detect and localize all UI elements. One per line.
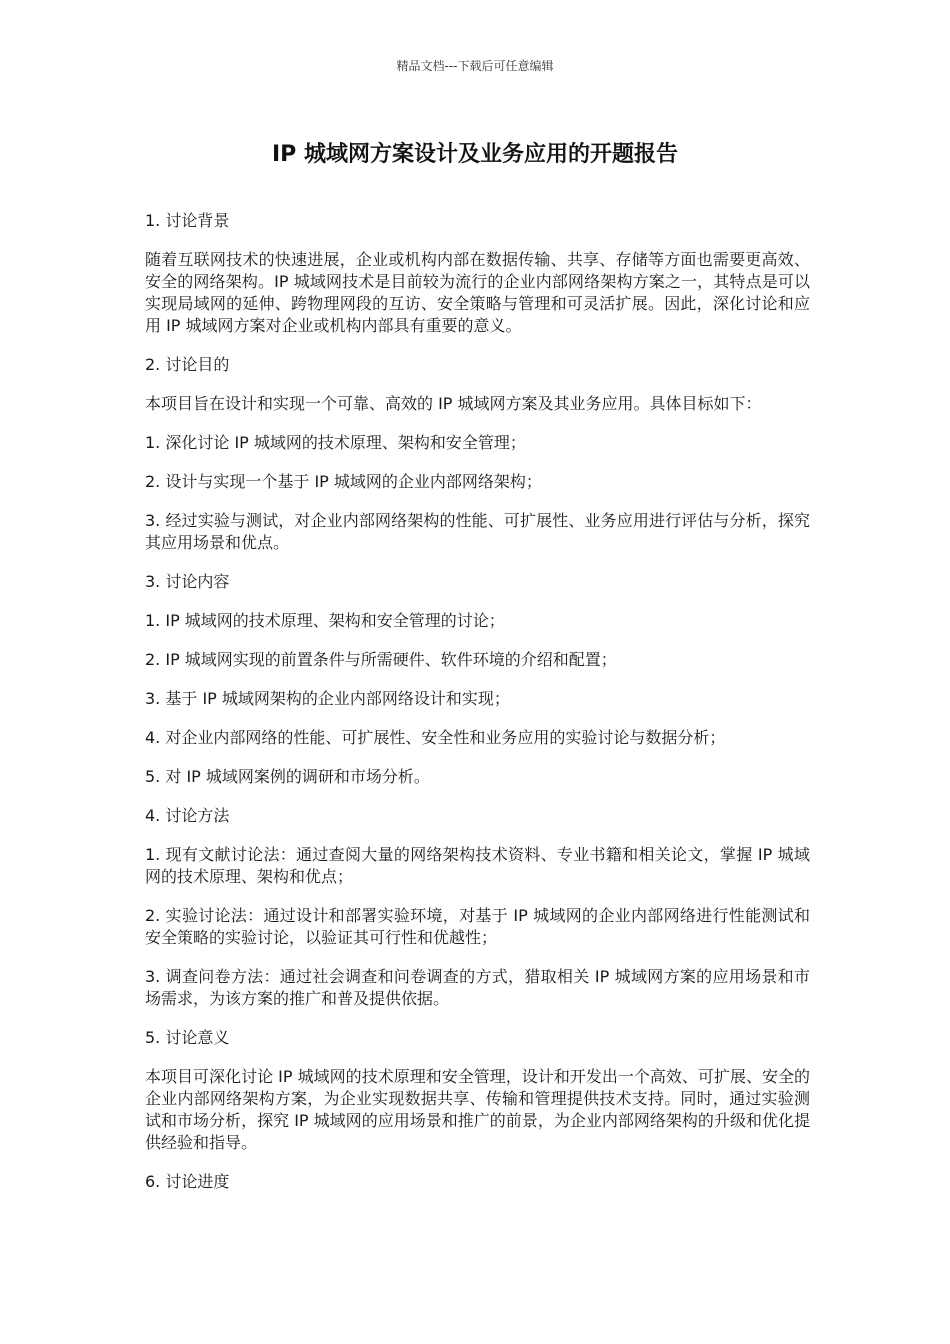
list-item-method-3: 3. 调查问卷方法：通过社会调查和问卷调查的方式，猎取相关 IP 城域网方案的应用场景和市场需求，为该方案的推广和普及提供依据。 [145,967,810,1008]
paragraph-background: 随着互联网技术的快速进展，企业或机构内部在数据传输、共享、存储等方面也需要更高效、安全的网络架构。IP 城域网技术是目前较为流行的企业内部网络架构方案之一，其特点是可以实现局域网的延伸、跨物理网段的互访、安全策略与管理和可灵活扩展。因此，深化讨论和应用 IP 城域网方案对企业或机构内部具有重要的意义。 [145,250,810,335]
list-item-purpose-1: 1. 深化讨论 IP 城域网的技术原理、架构和安全管理； [145,433,526,452]
document-title: IP 城域网方案设计及业务应用的开题报告 [272,142,678,167]
header-note: 精品文档---下载后可任意编辑 [396,59,554,73]
paragraph-purpose-intro: 本项目旨在设计和实现一个可靠、高效的 IP 城域网方案及其业务应用。具体目标如下： [145,394,762,413]
list-item-method-2: 2. 实验讨论法：通过设计和部署实验环境，对基于 IP 城域网的企业内部网络进行性能测试和安全策略的实验讨论，以验证其可行性和优越性； [145,906,810,947]
section-heading-progress: 6. 讨论进度 [145,1172,230,1191]
list-item-purpose-2: 2. 设计与实现一个基于 IP 城域网的企业内部网络架构； [145,472,542,491]
paragraph-significance: 本项目可深化讨论 IP 城域网的技术原理和安全管理，设计和开发出一个高效、可扩展、安全的企业内部网络架构方案，为企业实现数据共享、传输和管理提供技术支持。同时，通过实验测试和市场分析，探究 IP 城域网的应用场景和推广的前景，为企业内部网络架构的升级和优化提供经验和指导。 [145,1067,810,1152]
section-heading-method: 4. 讨论方法 [145,806,230,825]
list-item-method-1: 1. 现有文献讨论法：通过查阅大量的网络架构技术资料、专业书籍和相关论文，掌握 IP 城域网的技术原理、架构和优点； [145,845,810,886]
document-body [145,210,810,1210]
list-item-content-1: 1. IP 城域网的技术原理、架构和安全管理的讨论； [145,611,505,630]
section-heading-significance: 5. 讨论意义 [145,1028,230,1047]
section-heading-content: 3. 讨论内容 [145,572,230,591]
list-item-content-5: 5. 对 IP 城域网案例的调研和市场分析。 [145,767,430,786]
list-item-content-3: 3. 基于 IP 城域网架构的企业内部网络设计和实现； [145,689,510,708]
list-item-purpose-3: 3. 经过实验与测试，对企业内部网络架构的性能、可扩展性、业务应用进行评估与分析，探究其应用场景和优点。 [145,511,810,552]
section-heading-purpose: 2. 讨论目的 [145,355,230,374]
list-item-content-2: 2. IP 城域网实现的前置条件与所需硬件、软件环境的介绍和配置； [145,650,617,669]
list-item-content-4: 4. 对企业内部网络的性能、可扩展性、安全性和业务应用的实验讨论与数据分析； [145,728,726,747]
section-heading-background: 1. 讨论背景 [145,211,230,230]
